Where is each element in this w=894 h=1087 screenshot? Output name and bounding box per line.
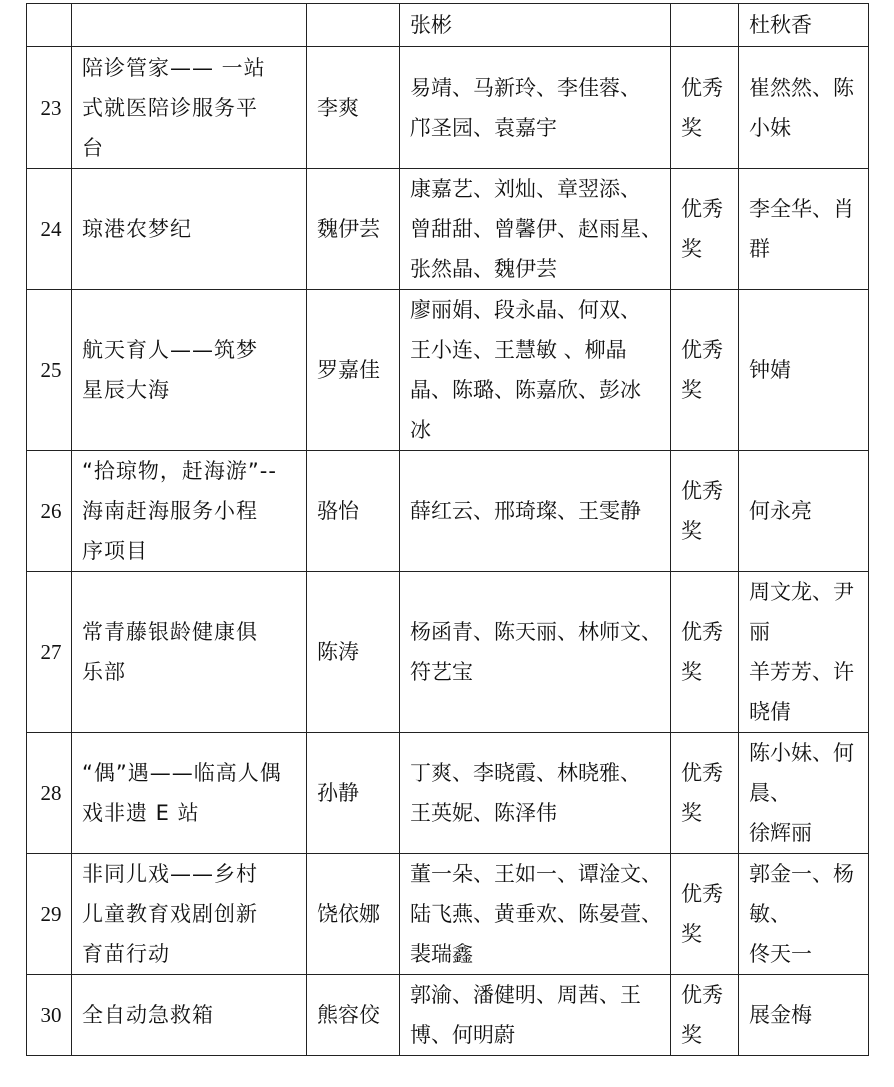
- cell-leader: 骆怡: [307, 451, 400, 572]
- cell-line: 小妹: [749, 115, 791, 140]
- cell-project: [72, 290, 307, 451]
- cell-advisors: [739, 854, 869, 975]
- cell-line: 优秀: [681, 983, 723, 1007]
- cell-no: 29: [27, 854, 72, 975]
- cell-line: 优秀: [681, 620, 723, 644]
- cell-line: 徐辉丽: [749, 821, 812, 845]
- cell-line: 优秀: [681, 197, 723, 221]
- cell-award: [671, 4, 739, 47]
- cell-line: 邝圣园、袁嘉宇: [410, 115, 557, 140]
- cell-award: [671, 290, 739, 451]
- cell-line: “偶”遇——临高人偶: [82, 761, 282, 785]
- cell-project: [72, 854, 307, 975]
- cell-line: “拾琼物，赶海游”--: [82, 459, 277, 483]
- cell-no: 28: [27, 733, 72, 854]
- cell-line: 奖: [681, 237, 702, 261]
- cell-line: 陪诊管家—— 一站: [82, 55, 266, 80]
- cell-advisors: [739, 733, 869, 854]
- cell-line: 曾甜甜、曾馨伊、赵雨星、: [410, 217, 662, 241]
- cell-line: 奖: [681, 115, 702, 140]
- cell-line: 晓倩: [749, 700, 791, 724]
- cell-project: [72, 733, 307, 854]
- cell-members: [400, 451, 671, 572]
- cell-award: [671, 169, 739, 290]
- cell-members: [400, 47, 671, 169]
- cell-line: 敏、: [749, 902, 791, 926]
- cell-line: 周文龙、尹: [749, 580, 854, 604]
- cell-line: 杨函青、陈天丽、林师文、: [410, 620, 662, 644]
- cell-line: 优秀: [681, 761, 723, 785]
- cell-line: 奖: [681, 922, 702, 946]
- cell-project: [72, 169, 307, 290]
- cell-line: 全自动急救箱: [82, 1003, 214, 1027]
- cell-members: [400, 169, 671, 290]
- cell-advisors: [739, 169, 869, 290]
- table-row: [27, 4, 869, 47]
- cell-line: 台: [82, 135, 104, 160]
- cell-line: 博、何明蔚: [410, 1023, 515, 1047]
- cell-no: 30: [27, 975, 72, 1056]
- table-row: [27, 451, 869, 572]
- cell-leader: 罗嘉佳: [307, 290, 400, 451]
- awards-table-body: [27, 4, 869, 1056]
- cell-advisors: [739, 572, 869, 733]
- cell-line: 琼港农梦纪: [82, 217, 192, 241]
- cell-no: 25: [27, 290, 72, 451]
- cell-line: 羊芳芳、许: [749, 660, 854, 684]
- cell-line: 乐部: [82, 660, 126, 684]
- cell-members: [400, 572, 671, 733]
- cell-line: 王小连、王慧敏 、柳晶: [410, 338, 627, 362]
- cell-line: 易靖、马新玲、李佳蓉、: [410, 75, 641, 100]
- cell-no: 23: [27, 47, 72, 169]
- cell-line: 群: [749, 237, 770, 261]
- cell-line: 奖: [681, 801, 702, 825]
- cell-line: 展金梅: [749, 1003, 812, 1027]
- cell-line: 优秀: [681, 75, 723, 100]
- awards-table: [26, 3, 869, 1056]
- cell-line: 郭渝、潘健明、周茜、王: [410, 983, 641, 1007]
- cell-line: 薛红云、邢琦璨、王雯静: [410, 499, 641, 523]
- table-row: [27, 47, 869, 169]
- cell-line: 康嘉艺、刘灿、章翌添、: [410, 177, 641, 201]
- cell-line: 陈小妹、何: [749, 741, 854, 765]
- cell-advisors: [739, 47, 869, 169]
- cell-line: 式就医陪诊服务平: [82, 95, 258, 120]
- cell-line: 张彬: [410, 13, 452, 37]
- cell-no: 24: [27, 169, 72, 290]
- cell-line: 裴瑞鑫: [410, 942, 473, 966]
- cell-line: 王英妮、陈泽伟: [410, 801, 557, 825]
- cell-line: 戏非遗 E 站: [82, 801, 200, 825]
- cell-project: [72, 572, 307, 733]
- cell-leader: 陈涛: [307, 572, 400, 733]
- cell-line: 奖: [681, 660, 702, 684]
- cell-leader: 熊容佼: [307, 975, 400, 1056]
- cell-line: 廖丽娟、段永晶、何双、: [410, 298, 641, 322]
- table-row: [27, 290, 869, 451]
- table-row: [27, 572, 869, 733]
- cell-line: 陆飞燕、黄垂欢、陈晏萱、: [410, 902, 662, 926]
- cell-line: 张然晶、魏伊芸: [410, 257, 557, 281]
- cell-leader: 魏伊芸: [307, 169, 400, 290]
- cell-line: 育苗行动: [82, 942, 170, 966]
- cell-award: [671, 572, 739, 733]
- cell-award: [671, 975, 739, 1056]
- cell-line: 晶、陈璐、陈嘉欣、彭冰: [410, 378, 641, 402]
- table-row: [27, 169, 869, 290]
- cell-line: 优秀: [681, 882, 723, 906]
- cell-award: [671, 47, 739, 169]
- cell-leader: [307, 4, 400, 47]
- cell-line: 李全华、肖: [749, 197, 854, 221]
- cell-line: 何永亮: [749, 499, 812, 523]
- cell-advisors: [739, 975, 869, 1056]
- cell-leader: 李爽: [307, 47, 400, 169]
- cell-no: 27: [27, 572, 72, 733]
- cell-award: [671, 854, 739, 975]
- table-row: [27, 854, 869, 975]
- cell-line: 郭金一、杨: [749, 862, 854, 886]
- cell-advisors: [739, 4, 869, 47]
- cell-no: [27, 4, 72, 47]
- table-row: [27, 733, 869, 854]
- cell-line: 佟天一: [749, 942, 812, 966]
- cell-line: 奖: [681, 378, 702, 402]
- cell-leader: 饶依娜: [307, 854, 400, 975]
- cell-line: 常青藤银龄健康俱: [82, 620, 258, 644]
- cell-members: [400, 733, 671, 854]
- cell-members: [400, 975, 671, 1056]
- cell-members: [400, 4, 671, 47]
- cell-line: 儿童教育戏剧创新: [82, 902, 258, 926]
- cell-award: [671, 733, 739, 854]
- cell-project: [72, 975, 307, 1056]
- cell-line: 奖: [681, 519, 702, 543]
- cell-project: [72, 451, 307, 572]
- cell-line: 优秀: [681, 338, 723, 362]
- cell-line: 优秀: [681, 479, 723, 503]
- cell-members: [400, 290, 671, 451]
- cell-leader: 孙静: [307, 733, 400, 854]
- cell-line: 奖: [681, 1023, 702, 1047]
- cell-line: 符艺宝: [410, 660, 473, 684]
- cell-advisors: [739, 290, 869, 451]
- cell-line: 董一朵、王如一、谭淦文、: [410, 862, 662, 886]
- cell-line: 冰: [410, 418, 431, 442]
- cell-line: 星辰大海: [82, 378, 170, 402]
- cell-line: 丽: [749, 620, 770, 644]
- cell-line: 航天育人——筑梦: [82, 338, 258, 362]
- cell-line: 晨、: [749, 781, 791, 805]
- cell-no: 26: [27, 451, 72, 572]
- cell-line: 钟婧: [749, 358, 791, 382]
- cell-members: [400, 854, 671, 975]
- cell-line: 序项目: [82, 539, 148, 563]
- cell-line: 杜秋香: [749, 13, 812, 37]
- cell-line: 非同儿戏——乡村: [82, 862, 258, 886]
- cell-advisors: [739, 451, 869, 572]
- table-row: [27, 975, 869, 1056]
- cell-line: 崔然然、陈: [749, 75, 854, 100]
- cell-award: [671, 451, 739, 572]
- cell-line: 丁爽、李晓霞、林晓雅、: [410, 761, 641, 785]
- cell-project: [72, 47, 307, 169]
- cell-line: 海南赶海服务小程: [82, 499, 258, 523]
- cell-project: [72, 4, 307, 47]
